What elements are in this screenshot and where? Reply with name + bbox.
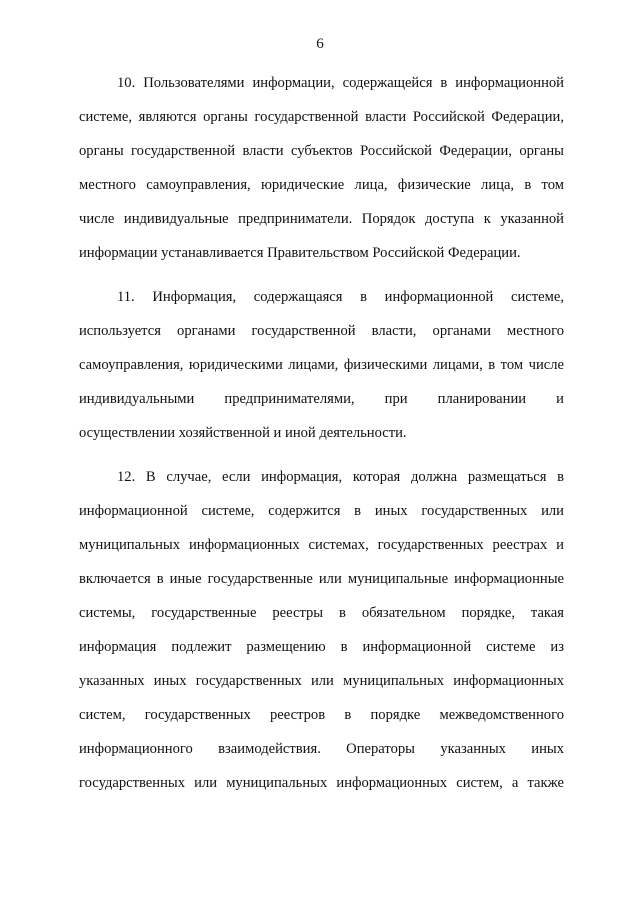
text-line: органы государственной власти субъектов Российской Федерации, органы (79, 143, 564, 159)
document-body (79, 66, 564, 810)
text-line: информационной системе, содержится в иных государственных или (79, 503, 564, 519)
text-line: 11. Информация, содержащаяся в информационной системе, (117, 289, 564, 305)
text-line: самоуправления, юридическими лицами, физическими лицами, в том числе (79, 357, 564, 373)
text-line: муниципальных информационных системах, государственных реестрах и (79, 537, 564, 553)
text-line: местного самоуправления, юридические лица, физические лица, в том (79, 177, 564, 193)
text-line: информационного взаимодействия. Операторы указанных иных (79, 741, 564, 757)
text-line: 10. Пользователями информации, содержащейся в информационной (117, 75, 564, 91)
text-line: включается в иные государственные или муниципальные информационные (79, 571, 564, 587)
page-number: 6 (316, 36, 324, 52)
text-line: государственных или муниципальных информационных систем, а также (79, 775, 564, 791)
text-line: информация подлежит размещению в информационной системе из (79, 639, 564, 655)
paragraph-11 (79, 280, 564, 450)
text-line: индивидуальными предпринимателями, при планировании и (79, 391, 564, 407)
text-line: числе индивидуальные предприниматели. Порядок доступа к указанной (79, 211, 564, 227)
paragraph-10 (79, 66, 564, 270)
text-line: осуществлении хозяйственной и иной деятельности. (79, 425, 407, 441)
text-line: системы, государственные реестры в обязательном порядке, такая (79, 605, 564, 621)
text-line: используется органами государственной власти, органами местного (79, 323, 564, 339)
text-line: информации устанавливается Правительством Российской Федерации. (79, 245, 521, 261)
text-line: указанных иных государственных или муниципальных информационных (79, 673, 564, 689)
text-line: 12. В случае, если информация, которая должна размещаться в (117, 469, 564, 485)
text-line: системе, являются органы государственной власти Российской Федерации, (79, 109, 564, 125)
paragraph-12 (79, 460, 564, 800)
text-line: систем, государственных реестров в порядке межведомственного (79, 707, 564, 723)
